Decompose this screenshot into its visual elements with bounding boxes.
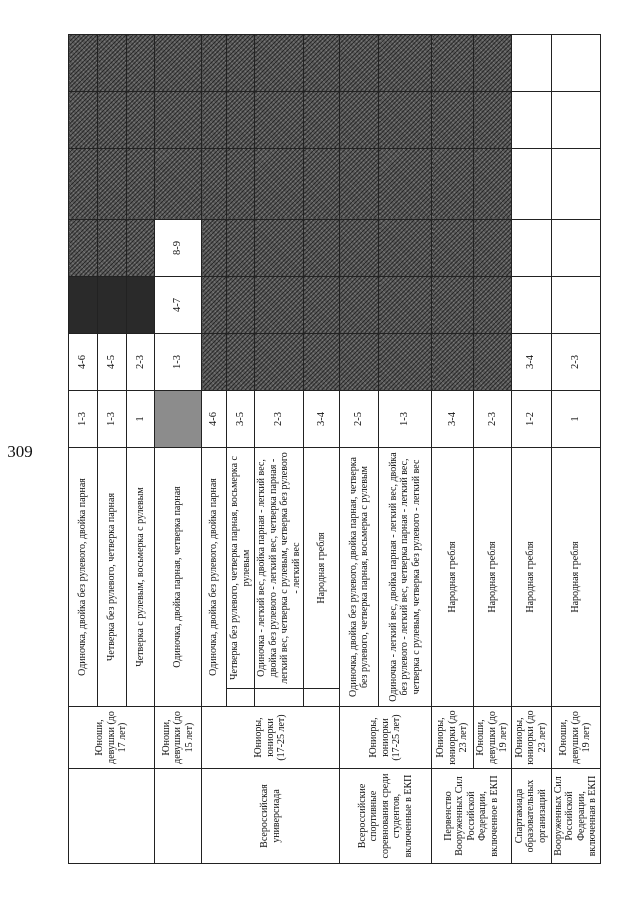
shaded-cell (379, 91, 432, 148)
empty-cell (551, 219, 600, 276)
shaded-cell (304, 34, 340, 91)
places-cell: 1-3 (69, 390, 98, 447)
places-cell: 3-4 (304, 390, 340, 447)
competition-cell: Вооруженных Сил Российской Федерации, включенная в ЕКП (551, 769, 600, 864)
rotated-table-container (68, 35, 598, 864)
shaded-cell (474, 219, 512, 276)
places-cell: 3-5 (227, 390, 255, 447)
shaded-cell (255, 333, 304, 390)
shaded-cell (69, 276, 98, 333)
empty-cell (511, 34, 551, 91)
shaded-cell (69, 148, 98, 219)
table-row (551, 34, 600, 863)
discipline-cell: Четверка с рулевым, восьмерка с рулевым (127, 447, 155, 706)
spacer-cell (227, 689, 255, 707)
empty-cell (511, 219, 551, 276)
shaded-cell (227, 148, 255, 219)
shaded-cell (155, 34, 202, 91)
rank-cell: 3-4 (511, 333, 551, 390)
places-cell: 1 (551, 390, 600, 447)
table-row (432, 34, 474, 863)
shaded-cell (432, 333, 474, 390)
discipline-cell: Одиночка, двойка без рулевого, двойка парная (202, 447, 227, 706)
places-cell (155, 390, 202, 447)
table-row (474, 34, 512, 863)
places-cell: 4-6 (202, 390, 227, 447)
shaded-cell (202, 219, 227, 276)
shaded-cell (227, 91, 255, 148)
shaded-cell (202, 276, 227, 333)
shaded-cell (255, 219, 304, 276)
competition-cell: Всероссийская универсиада (202, 769, 340, 864)
table-row (511, 34, 551, 863)
discipline-cell: Народная гребля (474, 447, 512, 706)
shaded-cell (304, 219, 340, 276)
rank-cell: 8-9 (155, 219, 202, 276)
shaded-cell (379, 148, 432, 219)
places-cell: 2-3 (474, 390, 512, 447)
shaded-cell (304, 148, 340, 219)
table-row (340, 34, 379, 863)
empty-cell (511, 148, 551, 219)
shaded-cell (98, 219, 127, 276)
shaded-cell (127, 219, 155, 276)
places-cell: 3-4 (432, 390, 474, 447)
rank-cell: 4-6 (69, 333, 98, 390)
competition-cell (155, 769, 202, 864)
shaded-cell (474, 34, 512, 91)
discipline-cell: Народная гребля (551, 447, 600, 706)
places-cell: 2-3 (255, 390, 304, 447)
page-number: 309 (7, 442, 33, 461)
shaded-cell (155, 91, 202, 148)
shaded-cell (202, 148, 227, 219)
places-cell: 1-2 (511, 390, 551, 447)
shaded-cell (255, 34, 304, 91)
rank-cell: 4-7 (155, 276, 202, 333)
shaded-cell (304, 276, 340, 333)
shaded-cell (127, 34, 155, 91)
shaded-cell (474, 148, 512, 219)
shaded-cell (98, 91, 127, 148)
shaded-cell (432, 276, 474, 333)
discipline-cell: Одиночка - легкий вес, двойка парная - легкий вес, двойка без рулевого - легкий вес, четверка парная - легкий вес, четверка с рулевым, четверка без рулевого - легкий вес (255, 447, 304, 688)
age-group-cell: Юноши, девушки (до 19 лет) (551, 707, 600, 769)
shaded-cell (304, 91, 340, 148)
shaded-cell (155, 148, 202, 219)
places-cell: 1-3 (379, 390, 432, 447)
shaded-cell (227, 219, 255, 276)
shaded-cell (127, 91, 155, 148)
shaded-cell (340, 148, 379, 219)
shaded-cell (98, 34, 127, 91)
shaded-cell (227, 276, 255, 333)
shaded-cell (432, 148, 474, 219)
shaded-cell (202, 91, 227, 148)
empty-cell (511, 276, 551, 333)
shaded-cell (69, 219, 98, 276)
shaded-cell (340, 276, 379, 333)
shaded-cell (432, 34, 474, 91)
places-cell: 1-3 (98, 390, 127, 447)
age-group-cell: Юноши, девушки (до 17 лет) (69, 707, 155, 769)
rank-cell: 2-3 (127, 333, 155, 390)
shaded-cell (379, 34, 432, 91)
shaded-cell (474, 91, 512, 148)
competition-cell: Первенство Вооруженных Сил Российской Федерации, включенное в ЕКП (432, 769, 512, 864)
empty-cell (551, 34, 600, 91)
age-group-cell: Юниоры, юниорки (до 23 лет) (432, 707, 474, 769)
table-row (69, 34, 98, 863)
shaded-cell (474, 333, 512, 390)
spacer-cell (304, 689, 340, 707)
competition-cell (69, 769, 155, 864)
places-cell: 2-5 (340, 390, 379, 447)
shaded-cell (340, 333, 379, 390)
shaded-cell (432, 91, 474, 148)
rank-cell: 2-3 (551, 333, 600, 390)
empty-cell (551, 276, 600, 333)
rank-cell: 1-3 (155, 333, 202, 390)
age-group-cell: Юниоры, юниорки (до 23 лет) (511, 707, 551, 769)
table-row (202, 34, 227, 863)
shaded-cell (202, 333, 227, 390)
spacer-cell (255, 689, 304, 707)
shaded-cell (474, 276, 512, 333)
discipline-cell: Четверка без рулевого, четверка парная, восьмерка с рулевым (227, 447, 255, 688)
shaded-cell (202, 34, 227, 91)
empty-cell (551, 148, 600, 219)
shaded-cell (227, 34, 255, 91)
shaded-cell (127, 148, 155, 219)
shaded-cell (379, 276, 432, 333)
discipline-cell: Одиночка, двойка без рулевого, двойка парная (69, 447, 98, 706)
shaded-cell (304, 333, 340, 390)
age-group-cell: Юниоры, юниорки (17-25 лет) (340, 707, 432, 769)
rank-cell: 4-5 (98, 333, 127, 390)
empty-cell (511, 91, 551, 148)
shaded-cell (432, 219, 474, 276)
age-group-cell: Юноши, девушки (до 15 лет) (155, 707, 202, 769)
shaded-cell (127, 276, 155, 333)
discipline-cell: Четверка без рулевого, четверка парная (98, 447, 127, 706)
discipline-cell: Народная гребля (432, 447, 474, 706)
table-row (155, 34, 202, 863)
shaded-cell (340, 219, 379, 276)
discipline-cell: Одиночка, двойка парная, четверка парная (155, 447, 202, 706)
shaded-cell (255, 276, 304, 333)
shaded-cell (98, 148, 127, 219)
shaded-cell (255, 148, 304, 219)
discipline-cell: Одиночка, двойка без рулевого, двойка парная, четверка без рулевого, четверка парная, восьмерка с рулевым (340, 447, 379, 706)
places-cell: 1 (127, 390, 155, 447)
discipline-cell: Народная гребля (304, 447, 340, 688)
shaded-cell (69, 91, 98, 148)
discipline-cell: Одиночка - легкий вес, двойка парная - легкий вес, двойка без рулевого - легкий вес, четверка парная - легкий вес, четверка с рулевым, четверка без рулевого - легкий вес (379, 447, 432, 706)
competition-cell: Всероссийские спортивные соревнования среди студентов, включенные в ЕКП (340, 769, 432, 864)
shaded-cell (379, 219, 432, 276)
empty-cell (551, 91, 600, 148)
age-group-cell: Юниоры, юниорки (17-25 лет) (202, 707, 340, 769)
shaded-cell (227, 333, 255, 390)
ranking-table (68, 34, 601, 864)
age-group-cell: Юноши, девушки (до 19 лет) (474, 707, 512, 769)
shaded-cell (69, 34, 98, 91)
shaded-cell (340, 91, 379, 148)
shaded-cell (379, 333, 432, 390)
shaded-cell (255, 91, 304, 148)
shaded-cell (98, 276, 127, 333)
discipline-cell: Народная гребля (511, 447, 551, 706)
shaded-cell (340, 34, 379, 91)
competition-cell: Спартакиада образовательных организаций (511, 769, 551, 864)
